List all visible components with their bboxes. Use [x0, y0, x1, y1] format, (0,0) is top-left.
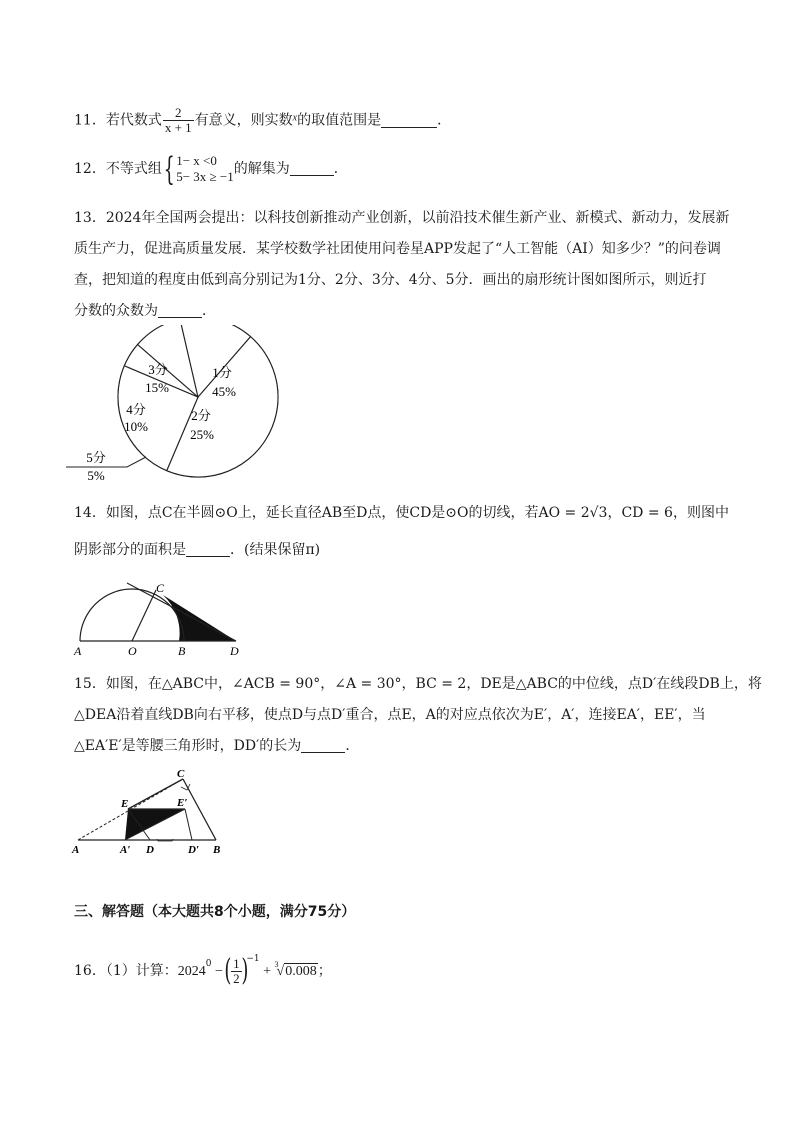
question-13-line-3: 查，把知道的程度由低到高分别记为1分、2分、3分、4分、5分．画出的扇形统计图如图所示，则近打: [74, 272, 707, 288]
question-13-end: ．: [202, 303, 216, 319]
slice-label-1-category: 1分: [212, 365, 232, 380]
radius-oc: [132, 590, 156, 641]
question-12-end: ．: [333, 161, 348, 177]
root-index: 3: [274, 960, 279, 969]
question-16-end: ；: [317, 963, 332, 979]
label-e-prime: E′: [177, 797, 188, 809]
segment-e2d2: [185, 809, 192, 840]
minus-sign: −: [211, 964, 227, 979]
question-15-line-2: △DEA沿着直线DB向右平移，使点D与点D′重合，点E，A的对应点依次为E′，A′，连接EA′，EE′，当: [74, 707, 706, 723]
question-15-line-3-pre: △EA′E′是等腰三角形时，DD′的长为: [74, 738, 302, 754]
question-14: [74, 503, 734, 560]
slice-label-4-percent: 10%: [124, 419, 148, 434]
slice-label-5-percent: 5%: [87, 468, 105, 483]
answer-blank[interactable]: [158, 303, 202, 318]
inequality-2: 5− 3x ≥ −1: [176, 169, 234, 184]
pie-chart: [60, 325, 300, 490]
exponent-neg-one: −1: [246, 954, 260, 964]
fraction-numerator: 1: [233, 955, 240, 971]
question-16-number: 16．: [74, 963, 106, 979]
question-13-line-2: 质生产力，促进高质量发展．某学校数学社团使用问卷星APP发起了“人工智能（AI）知多少？”的问卷调: [74, 241, 721, 257]
fraction-numerator: 2: [163, 106, 194, 121]
triangle-translation-figure: [70, 765, 230, 857]
base-2024: 2024: [177, 964, 206, 979]
brace-symbol: {: [163, 150, 175, 188]
label-d: D: [230, 644, 239, 658]
question-11-text-post: 的取值范围是: [297, 112, 382, 129]
question-14-line-2-pre: 阴影部分的面积是: [74, 542, 186, 558]
question-13-line-4: 分数的众数为: [74, 303, 158, 319]
label-a-prime: A′: [120, 844, 131, 856]
inequality-system: [176, 153, 234, 185]
left-paren: (: [224, 953, 232, 988]
question-12-text-pre: 不等式组: [105, 161, 162, 177]
slice-label-2-percent: 25%: [190, 427, 214, 442]
slice-label-5-category: 5分: [86, 450, 106, 465]
leader-line: [66, 457, 146, 467]
label-d-prime: D′: [188, 844, 200, 856]
question-12-number: 12．: [74, 161, 106, 177]
question-15-line-1: 如图，在△ABC中，∠ACB = 90°，∠A = 30°，BC = 2，DE是△ABC的中位线，点D′在线段DB上，将: [105, 676, 762, 692]
answer-blank[interactable]: [301, 738, 345, 753]
question-16-part-1: （1）计算：: [105, 963, 178, 979]
answer-blank[interactable]: [381, 113, 437, 128]
slice-label-2-category: 2分: [191, 408, 211, 423]
slice-label-3-category: 3分: [148, 362, 168, 377]
label-c: C: [156, 581, 165, 595]
question-11-text-mid: 有意义，则实数: [194, 112, 293, 129]
fraction-denominator: x + 1: [164, 120, 192, 135]
question-15: [74, 674, 762, 756]
label-d: D: [146, 844, 154, 856]
question-15-number: 15．: [74, 676, 106, 692]
question-14-line-2-post: ．(结果保留π): [230, 542, 321, 558]
question-11-variable: x: [292, 112, 298, 124]
label-a: A: [74, 644, 82, 658]
question-13: [74, 203, 730, 327]
label-b: B: [213, 844, 221, 856]
question-11-text-pre: 若代数式: [105, 112, 162, 129]
answer-blank[interactable]: [186, 542, 230, 557]
fraction-denominator: 2: [233, 970, 240, 986]
inequality-1: 1− x <0: [176, 153, 217, 168]
question-12: [74, 150, 348, 188]
question-16: [74, 950, 332, 986]
cube-root: $^3$√0.008: [274, 960, 317, 979]
label-b: B: [178, 644, 186, 658]
right-paren: ): [240, 953, 248, 988]
answer-blank[interactable]: [290, 161, 334, 176]
question-13-line-1: 2024年全国两会提出：以科技创新推动产业创新，以前沿技术催生新产业、新模式、新动力，发展新: [105, 210, 730, 226]
label-o: O: [128, 644, 137, 658]
segment-ec: [128, 779, 183, 809]
shaded-region: [163, 595, 236, 641]
section-3-title: 三、解答题（本大题共8个小题，满分75分）: [74, 904, 356, 920]
question-11-end: ．: [437, 112, 452, 129]
label-e: E: [121, 798, 129, 810]
question-11-number: 11．: [74, 112, 106, 129]
semicircle-tangent-figure: [70, 578, 250, 658]
slice-label-3-percent: 15%: [145, 380, 169, 395]
exponent-zero: 0: [205, 959, 212, 969]
question-14-number: 14．: [74, 505, 106, 521]
question-13-number: 13．: [74, 210, 106, 226]
question-11-fraction: [163, 106, 194, 135]
label-a: A: [72, 844, 80, 856]
radicand: 0.008: [285, 964, 317, 979]
half-fraction: [231, 957, 242, 986]
question-12-text-post: 的解集为: [233, 161, 290, 177]
label-c: C: [177, 768, 185, 780]
slice-label-1-percent: 45%: [212, 384, 236, 399]
plus-sign: +: [259, 964, 275, 979]
question-11: [74, 106, 451, 135]
question-14-line-1: 如图，点C在半圆⊙O上，延长直径AB至D点，使CD是⊙O的切线，若AO = 2√3，CD = 6，则图中: [105, 505, 729, 521]
semicircle-arc: [80, 589, 184, 641]
slice-label-4-category: 4分: [126, 402, 146, 417]
question-15-end: ．: [345, 738, 360, 754]
